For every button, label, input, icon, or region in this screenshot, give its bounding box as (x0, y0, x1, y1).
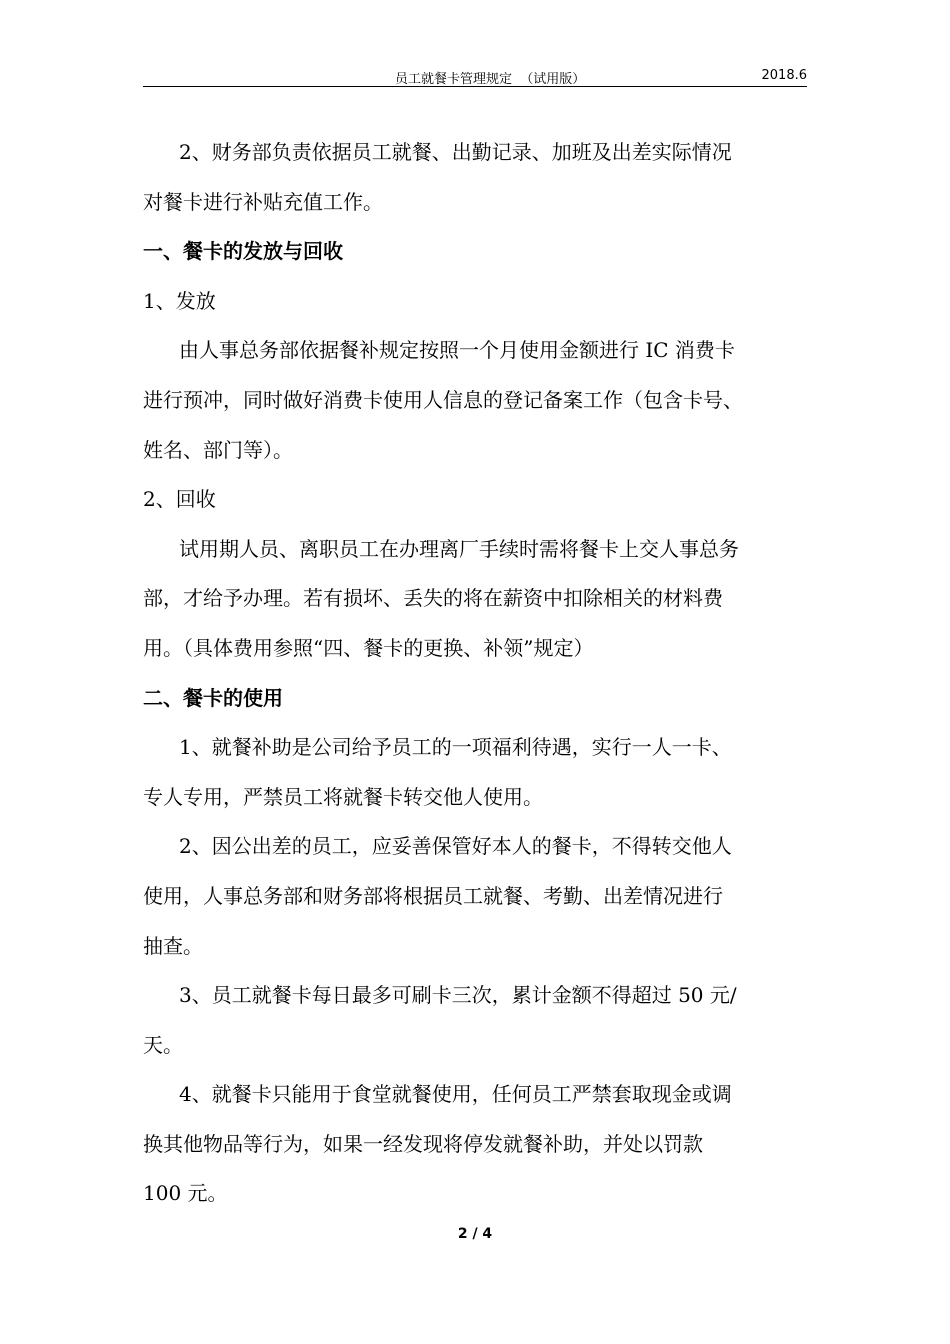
document-body (143, 128, 813, 1219)
paragraph-recall (143, 525, 813, 674)
paragraph-line: 由人事总务部依据餐补规定按照一个月使用金额进行 IC 消费卡 (179, 338, 735, 363)
paragraph-line: 姓名、部门等）。 (143, 437, 293, 462)
section-heading-usage: 二、餐卡的使用 (143, 685, 283, 710)
paragraph-line: 专人专用，严禁员工将就餐卡转交他人使用。 (143, 784, 543, 809)
paragraph-line: 100 元。 (143, 1181, 228, 1206)
paragraph-line: 用。（具体费用参照“四、餐卡的更换、补领”规定） (143, 635, 594, 660)
subheading-issue: 1、发放 (143, 288, 216, 313)
paragraph-use-4 (143, 1070, 813, 1219)
section-heading-issue-recall: 一、餐卡的发放与回收 (143, 239, 343, 264)
paragraph-use-2 (143, 822, 813, 971)
paragraph-use-3 (143, 971, 813, 1070)
paragraph-line: 2、财务部负责依据员工就餐、出勤记录、加班及出差实际情况 (179, 140, 732, 164)
paragraph-line: 试用期人员、离职员工在办理离厂手续时需将餐卡上交人事总务 (179, 536, 739, 561)
paragraph-line: 使用，人事总务部和财务部将根据员工就餐、考勤、出差情况进行 (143, 883, 723, 908)
paragraph-line: 3、员工就餐卡每日最多可刷卡三次，累计金额不得超过 50 元/ (179, 983, 737, 1008)
page-number: 2 / 4 (457, 1226, 493, 1242)
paragraph-line: 进行预冲，同时做好消费卡使用人信息的登记备案工作（包含卡号、 (143, 387, 743, 412)
paragraph-line: 部，才给予办理。若有损坏、丢失的将在薪资中扣除相关的材料费 (143, 586, 723, 611)
paragraph-line: 对餐卡进行补贴充值工作。 (143, 189, 383, 214)
paragraph-intro-2 (143, 128, 813, 227)
page-header (143, 66, 807, 87)
paragraph-issue (143, 326, 813, 475)
header-title: 员工就餐卡管理规定 （试用版） (395, 72, 586, 87)
paragraph-line: 天。 (143, 1032, 183, 1057)
paragraph-use-1 (143, 723, 813, 822)
paragraph-line: 抽查。 (143, 933, 203, 958)
paragraph-line: 换其他物品等行为，如果一经发现将停发就餐补助，并处以罚款 (143, 1131, 703, 1156)
paragraph-line: 2、因公出差的员工，应妥善保管好本人的餐卡，不得转交他人 (179, 834, 732, 859)
header-date: 2018.6 (761, 68, 807, 83)
subheading-recall: 2、回收 (143, 487, 216, 512)
paragraph-line: 4、就餐卡只能用于食堂就餐使用，任何员工严禁套取现金或调 (179, 1082, 732, 1107)
paragraph-line: 1、就餐补助是公司给予员工的一项福利待遇，实行一人一卡、 (179, 735, 732, 760)
